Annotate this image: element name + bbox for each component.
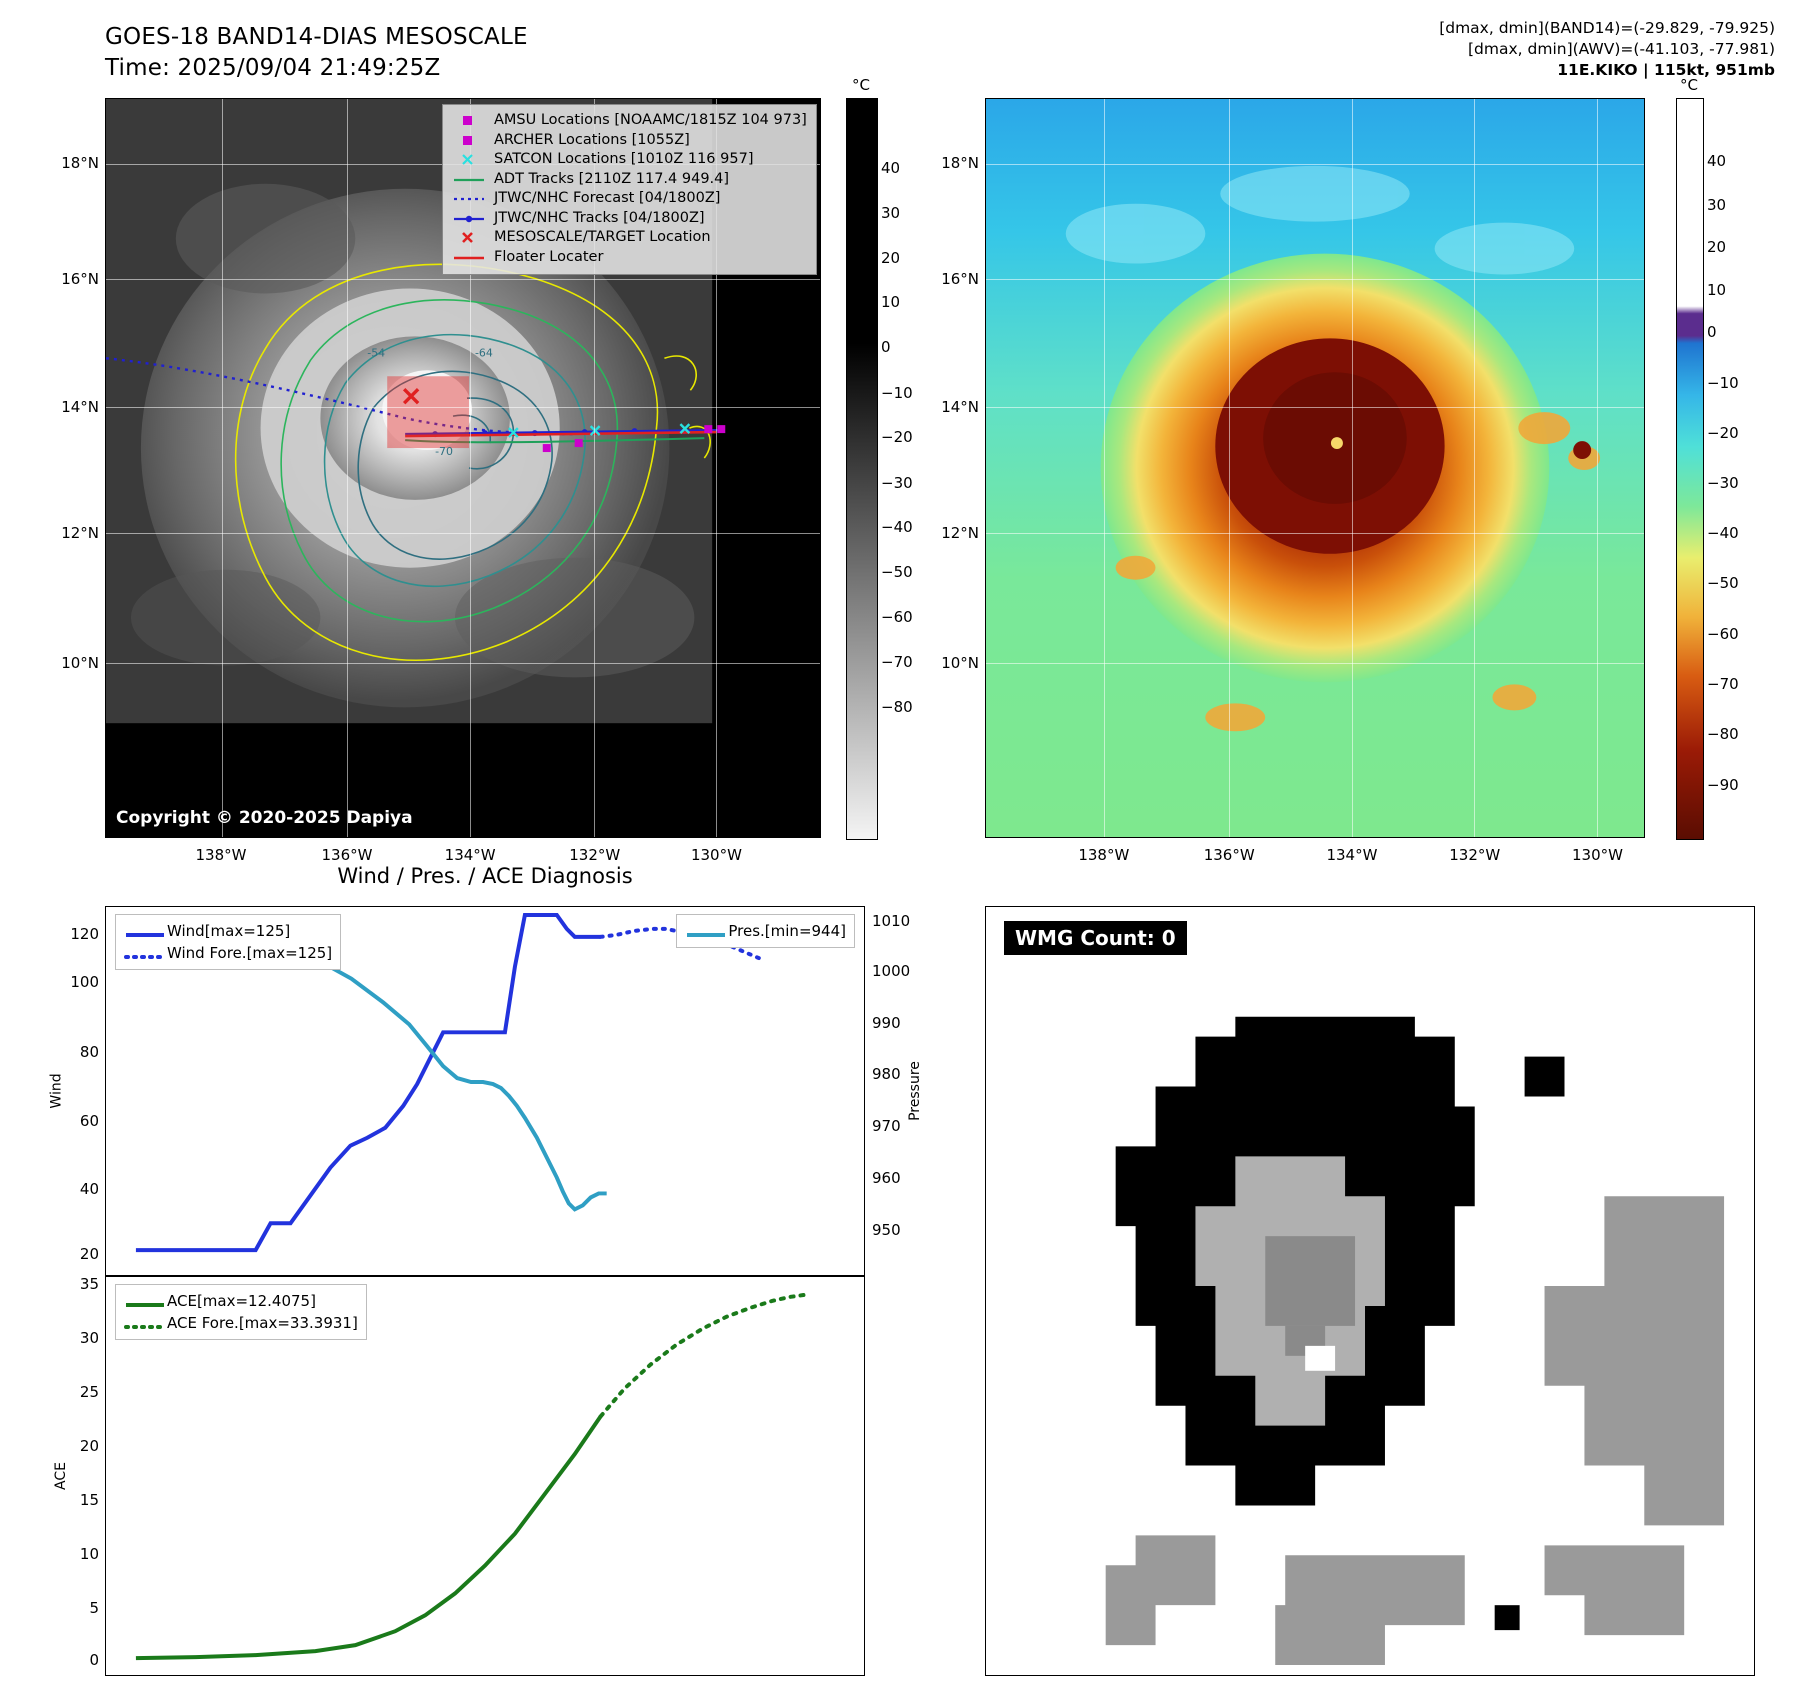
wind-axis-label: Wind <box>48 1073 65 1109</box>
legend-label: ACE[max=12.4075] <box>167 1292 316 1310</box>
ace-ytick: 20 <box>79 1437 99 1455</box>
x-marker-icon <box>452 231 486 244</box>
pres-ytick: 1010 <box>872 911 911 930</box>
tl-lat-tick-0: 18°N <box>61 154 99 173</box>
ace-ytick: 25 <box>79 1383 99 1401</box>
tl-lat-tick-1: 16°N <box>61 269 99 288</box>
ace-ytick: 5 <box>89 1599 99 1617</box>
cb-tick: 0 <box>881 338 891 357</box>
cb-tick: −70 <box>1707 675 1739 694</box>
pres-ytick: 990 <box>872 1013 901 1032</box>
legend-item-tracks <box>452 209 807 229</box>
cb-tick: −30 <box>1707 473 1739 492</box>
wind-ytick: 60 <box>79 1111 99 1130</box>
cb-tick: 10 <box>881 293 901 312</box>
top-left-title-line2: Time: 2025/09/04 21:49:25Z <box>105 55 441 82</box>
wind-legend <box>115 914 341 970</box>
square-icon <box>452 134 486 147</box>
tl-lon-tick-3: 132°W <box>569 846 621 864</box>
legend-item-adt <box>452 170 807 190</box>
cb-tick: −20 <box>1707 424 1739 443</box>
legend-label: Wind Fore.[max=125] <box>167 944 333 962</box>
wind-ytick: 100 <box>70 972 99 991</box>
line-icon <box>452 173 486 186</box>
wmg-count-badge: WMG Count: 0 <box>1004 921 1187 955</box>
colorbar-gradient <box>846 98 878 840</box>
ace-axis-label: ACE <box>52 1462 69 1490</box>
enhanced-map-frame <box>985 98 1645 838</box>
cb-tick: 0 <box>1707 322 1717 341</box>
colorbar-gradient <box>1676 98 1704 840</box>
dmax-dmin-awv: [dmax, dmin](AWV)=(-41.103, -77.981) <box>1468 40 1775 58</box>
cb-tick: −90 <box>1707 775 1739 794</box>
cb-tick: −80 <box>881 698 913 717</box>
tr-lon-tick-4: 130°W <box>1571 846 1623 864</box>
dotted-line-icon <box>124 1317 158 1330</box>
cb-tick: −60 <box>1707 624 1739 643</box>
legend-item-satcon <box>452 150 807 170</box>
wind-ytick: 80 <box>79 1043 99 1062</box>
svg-text:-70: -70 <box>435 445 453 459</box>
enhanced-colorbar <box>1676 76 1739 838</box>
legend-item-wind <box>124 920 332 942</box>
square-icon <box>452 114 486 127</box>
ace-ytick: 0 <box>89 1651 99 1669</box>
tl-lat-tick-4: 10°N <box>61 654 99 673</box>
line-icon <box>124 925 158 938</box>
legend-label: Floater Locater <box>494 248 604 265</box>
wind-ytick: 120 <box>70 924 99 943</box>
enhanced-ir-image <box>986 99 1644 837</box>
legend-label: Pres.[min=944] <box>728 922 846 940</box>
dotted-line-icon <box>452 192 486 205</box>
cb-tick: −70 <box>881 652 913 671</box>
top-right-header <box>1439 18 1775 81</box>
cb-tick: 40 <box>1707 151 1727 170</box>
ace-ytick: 15 <box>79 1491 99 1509</box>
tr-lat-tick-1: 16°N <box>941 269 979 288</box>
tl-lon-tick-0: 138°W <box>195 846 247 864</box>
wind-ytick: 20 <box>79 1244 99 1263</box>
ir-mesoscale-map[interactable] <box>61 98 821 864</box>
tl-lat-tick-3: 12°N <box>61 524 99 543</box>
legend-label: AMSU Locations [NOAAMC/1815Z 104 973] <box>494 112 807 128</box>
cb-tick: 30 <box>1707 195 1727 214</box>
cb-tick: −60 <box>881 608 913 627</box>
legend-label: MESOSCALE/TARGET Location <box>494 229 711 245</box>
cb-tick: −40 <box>1707 524 1739 543</box>
cb-tick: −80 <box>1707 725 1739 744</box>
cb-tick: 20 <box>1707 238 1727 257</box>
tl-lon-tick-2: 134°W <box>444 846 496 864</box>
legend-label: ARCHER Locations [1055Z] <box>494 131 690 148</box>
wmg-mask-image <box>986 907 1754 1675</box>
legend-item-archer <box>452 131 807 151</box>
top-left-title <box>105 22 805 84</box>
line-dot-icon <box>452 212 486 225</box>
pres-ytick: 980 <box>872 1065 901 1084</box>
colorbar-unit: °C <box>852 76 870 94</box>
tr-lon-tick-0: 138°W <box>1078 846 1130 864</box>
pres-ytick: 1000 <box>872 961 911 980</box>
pressure-legend <box>676 914 855 948</box>
dotted-line-icon <box>124 947 158 960</box>
ace-ytick: 35 <box>79 1275 99 1293</box>
colorbar-unit: °C <box>1680 76 1698 94</box>
pres-ytick: 960 <box>872 1168 901 1187</box>
cb-tick: −40 <box>881 518 913 537</box>
legend-label: ADT Tracks [2110Z 117.4 949.4] <box>494 170 730 187</box>
wmg-panel[interactable] <box>985 906 1755 1676</box>
tr-lon-tick-2: 134°W <box>1326 846 1378 864</box>
cb-tick: −30 <box>881 473 913 492</box>
line-icon <box>452 251 486 264</box>
dmax-dmin-band14: [dmax, dmin](BAND14)=(-29.829, -79.925) <box>1439 19 1775 37</box>
svg-text:-54: -54 <box>367 346 386 360</box>
line-icon <box>685 925 719 938</box>
legend-item-ace <box>124 1290 358 1312</box>
tr-lon-tick-1: 136°W <box>1203 846 1255 864</box>
ace-legend <box>115 1284 367 1340</box>
legend-item-target <box>452 228 807 248</box>
storm-id-intensity: 11E.KIKO | 115kt, 951mb <box>1557 61 1775 79</box>
cb-tick: −10 <box>881 383 913 402</box>
legend-label: Wind[max=125] <box>167 922 291 940</box>
cb-tick: −50 <box>881 563 913 582</box>
cb-tick: 40 <box>881 159 901 178</box>
top-left-title-line1: GOES-18 BAND14-DIAS MESOSCALE <box>105 24 528 50</box>
pres-ytick: 950 <box>872 1220 901 1239</box>
tr-lon-tick-3: 132°W <box>1449 846 1501 864</box>
tr-lat-tick-2: 14°N <box>941 398 979 417</box>
tr-lat-tick-4: 10°N <box>941 654 979 673</box>
legend-item-forecast <box>452 189 807 209</box>
legend-item-floater <box>452 248 807 268</box>
pressure-axis-label: Pressure <box>907 1061 924 1121</box>
cb-tick: 30 <box>881 203 901 222</box>
legend-item-wind-forecast <box>124 942 332 964</box>
legend-label: JTWC/NHC Tracks [04/1800Z] <box>494 209 705 226</box>
svg-text:-64: -64 <box>474 346 493 360</box>
ace-ytick: 30 <box>79 1329 99 1347</box>
ace-ytick: 10 <box>79 1545 99 1563</box>
legend-label: JTWC/NHC Forecast [04/1800Z] <box>494 190 721 206</box>
pres-ytick: 970 <box>872 1117 901 1136</box>
tl-lat-tick-2: 14°N <box>61 398 99 417</box>
wmg-frame <box>985 906 1755 1676</box>
map-legend <box>442 104 817 275</box>
legend-item-pressure <box>685 920 846 942</box>
legend-label: ACE Fore.[max=33.3931] <box>167 1314 358 1332</box>
wind-ytick: 40 <box>79 1180 99 1199</box>
tl-lon-tick-1: 136°W <box>321 846 373 864</box>
line-icon <box>124 1295 158 1308</box>
tl-lon-tick-4: 130°W <box>690 846 742 864</box>
cb-tick: −20 <box>881 427 913 446</box>
enhanced-ir-map[interactable] <box>941 98 1645 864</box>
copyright-text: Copyright © 2020-2025 Dapiya <box>116 808 413 828</box>
wind-pressure-chart[interactable] <box>48 906 924 1276</box>
wind-pres-ace-title: Wind / Pres. / ACE Diagnosis <box>337 864 633 888</box>
cb-tick: 10 <box>1707 281 1727 300</box>
cb-tick: −10 <box>1707 373 1739 392</box>
x-marker-icon <box>452 153 486 166</box>
cb-tick: −50 <box>1707 574 1739 593</box>
legend-item-ace-forecast <box>124 1312 358 1334</box>
tr-lat-tick-0: 18°N <box>941 154 979 173</box>
tr-lat-tick-3: 12°N <box>941 524 979 543</box>
ir-colorbar <box>846 76 913 838</box>
cb-tick: 20 <box>881 248 901 267</box>
legend-label: SATCON Locations [1010Z 116 957] <box>494 151 754 167</box>
legend-item-amsu <box>452 111 807 131</box>
ace-chart[interactable] <box>52 1275 865 1676</box>
